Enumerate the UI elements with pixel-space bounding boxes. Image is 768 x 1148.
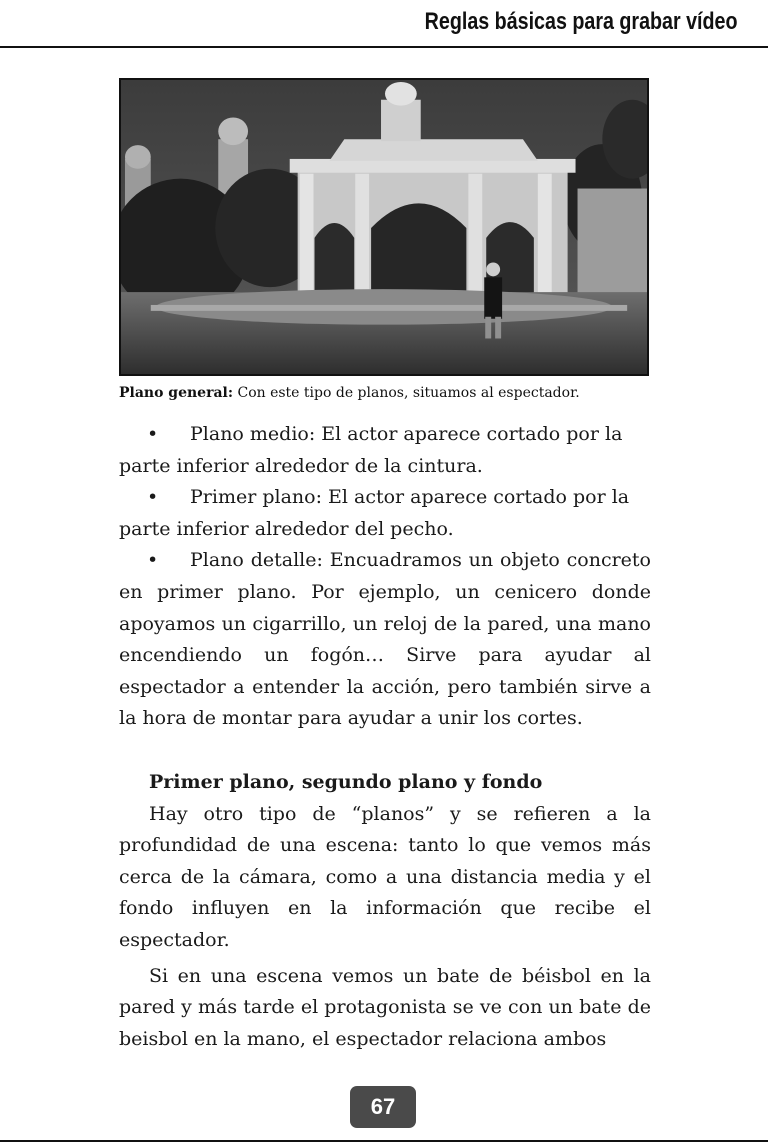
- bullet-symbol: •: [147, 423, 159, 445]
- bullet-text: Plano medio: El actor aparece cortado por la parte inferior alrededor de la cintura.: [119, 423, 623, 477]
- header-rule: [0, 46, 768, 48]
- running-header-title: Reglas básicas para grabar vídeo: [425, 8, 738, 35]
- body-text: [119, 419, 651, 1055]
- bullet-text: Primer plano: El actor aparece cortado por la parte inferior alrededor del pecho.: [119, 486, 630, 540]
- bullet-text: Plano detalle: Encuadramos un objeto concreto en primer plano. Por ejemplo, un cenicero donde apoyamos un cigarrillo, un reloj de la pared, una mano encendiendo un fogón… Sirve para ayudar al espectador a entender la acción, pero también sirve a la hora de montar para ayudar a unir los cortes.: [119, 549, 651, 730]
- paragraph: Si en una escena vemos un bate de béisbol en la pared y más tarde el protagonista se ve con un bate de beisbol en la mano, el espectador relaciona ambos: [119, 964, 651, 1050]
- caption-label: Plano general:: [119, 385, 234, 401]
- bullet-item: [119, 545, 651, 735]
- footer-rule: [0, 1140, 768, 1142]
- bullet-symbol: •: [147, 549, 159, 572]
- bullet-item: [119, 482, 651, 545]
- palace-gate-photo: [121, 80, 647, 374]
- caption-text: Con este tipo de planos, situamos al espectador.: [233, 385, 580, 401]
- bullet-item: [119, 419, 651, 482]
- figure-photo: [119, 78, 649, 376]
- page-number: 67: [350, 1086, 416, 1128]
- figure-caption: [119, 383, 679, 403]
- section-heading: Primer plano, segundo plano y fondo: [149, 770, 543, 793]
- bullet-symbol: •: [147, 486, 159, 509]
- paragraph: Hay otro tipo de “planos” y se refieren a la profundidad de una escena: tanto lo que vemos más cerca de la cámara, como a una distancia media y el fondo influyen en la información que recibe el espectador.: [119, 802, 651, 951]
